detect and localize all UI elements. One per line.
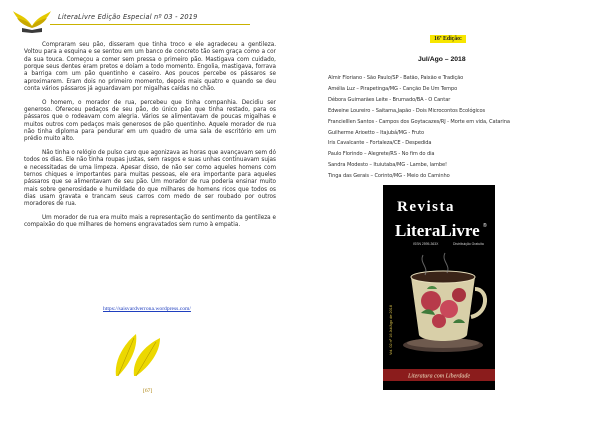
edition-badge: 16ª Edição: xyxy=(430,35,466,43)
page-number: [67] xyxy=(143,388,153,394)
article-body xyxy=(24,42,276,236)
list-item: Tinga das Gerais – Corinto/MG - Meio do Caminho xyxy=(328,173,450,180)
list-item: Débora Guimarães Leite - Brumado/BA - O Cantar xyxy=(328,96,451,103)
cover-issn: ISSN 2595-363X xyxy=(413,242,439,246)
cover-artwork xyxy=(383,185,495,390)
article-paragraph: O homem, o morador de rua, percebeu que tinha companhia. Decidiu ser generoso. Ofereceu pedaços de seu pão, do único pão que tinha restado, para os pássaros que o rodeavam com alegria. Vários se alimentavam de poucas migalhas e muitos outros com pedaços mais generosos de pão quentinho. Aquele morador de rua não tinha diploma para pendurar em um quadro de uma sala de escritório em um prédio muito alto. xyxy=(24,99,276,143)
cover-registered-mark: ® xyxy=(483,223,487,229)
article-paragraph: Um morador de rua era muito mais a representação do sentimento da gentileza e compaixão do que milhares de homens engravatados sem rumo à empatia. xyxy=(24,214,276,229)
edition-month: Jul/Ago – 2018 xyxy=(418,56,466,63)
cover-spine-text: Vol. 02 nº 16 Jul/Ago de 2018 xyxy=(389,305,393,355)
list-item: Francielllen Santos - Campos dos Goytacazes/RJ - Morte em vida, Catarina xyxy=(328,118,510,125)
author-website-link[interactable]: https://saisvardverrona.wordpress.com/ xyxy=(103,306,191,312)
header-title: LiteraLivre Edição Especial nº 03 - 2019 xyxy=(58,13,198,21)
cover-distribution: Distribuição Gratuita xyxy=(453,242,484,246)
cover-title-word1: Revista xyxy=(397,199,455,215)
list-item: Iris Cavalcante – Fortaleza/CE - Despedida xyxy=(328,140,432,147)
list-item: Almir Floriano - São Paulo/SP - Batão, Paixão e Tradição xyxy=(328,75,464,81)
header-rule xyxy=(50,24,250,25)
right-page xyxy=(300,0,600,424)
article-paragraph: Compraram seu pão, disseram que tinha troco e ele agradeceu a gentileza. Voltou para a esquina e se sentou em um banco de concreto tão sem graça como a cor da sua touca. Começou a comer sem pressa o primeiro pão. Mastigava com cuidado, porque seus dentes eram pretos e doíam a todo momento. Engolia, mastigava, forrava a barriga com um pão quentinho e caseiro. Aos poucos percebe os pássaros se aproximarem. Eram dois no primeiro momento, depois mais quatro e quando se deu conta vários pássaros já aguardavam por migalhas caídas no chão. xyxy=(24,42,276,93)
magazine-cover xyxy=(383,185,495,390)
quills-icon xyxy=(110,330,170,380)
list-item: Guilherme Arioetto – Itajubá/MG - Fruto xyxy=(328,129,425,136)
list-item: Paulo Florindo – Alegrete/RS - No fim do dia xyxy=(328,151,435,158)
list-item: Edweine Loureiro – Saitama,Japão - Dois Microcontos Ecológicos xyxy=(328,107,486,114)
cover-banner-text: Literatura com Liberdade xyxy=(407,373,471,380)
winged-book-logo-icon xyxy=(12,6,52,34)
list-item: Sandra Modesto – Ituiutaba/MG - Lambe, lambe! xyxy=(328,162,447,169)
contents-list xyxy=(328,73,590,182)
article-paragraph: Não tinha o relógio de pulso caro que agonizava as horas que avançavam sem dó todos os dias. Ele não tinha roupas justas, sem rasgos e suas unhas continuavam sujas e necessitadas de uma limpeza. Apesar disso, de não ser como aqueles homens com ternos chiques e importantes para muitas pessoas, ele era importante para aqueles pássaros que se alimentavam de seu pão. Um morador de rua poderia ensinar muito mais sobre generosidade e humildade do que milhares de homens ricos que todos os dias usam gravata e trancam seus carros com medo de ser roubado por outros moradores de rua. xyxy=(24,149,276,208)
list-item: Amélia Luz – Pirapetinga/MG - Canção De Um Tempo xyxy=(328,85,458,92)
cover-title-word2: LiteraLivre xyxy=(395,221,480,240)
